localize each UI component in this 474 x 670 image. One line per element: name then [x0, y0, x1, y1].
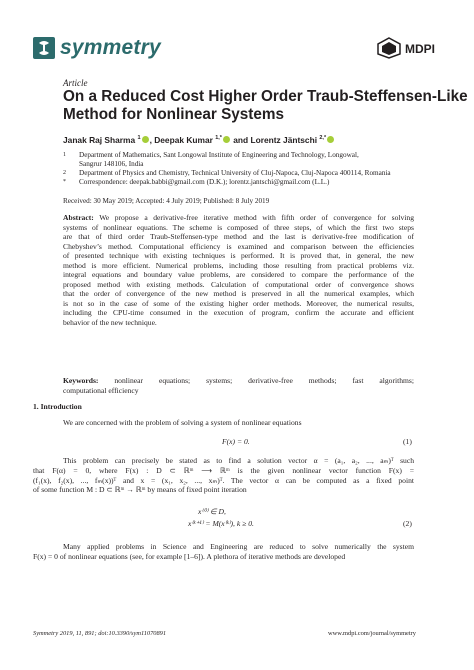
journal-name: symmetry [60, 36, 161, 59]
orcid-icon[interactable] [142, 136, 149, 143]
orcid-icon[interactable] [223, 136, 230, 143]
author-affiliation-mark: 2,* [319, 135, 327, 141]
body-line[interactable]: F(x) = 0 of nonlinear equations (see, for example [1–6]). A plethora of iterative methods are developed [33, 552, 346, 561]
abstract-line [63, 213, 414, 223]
abstract-text: We propose a derivative-free iterative method with fifth order of convergence for solving [93, 213, 414, 222]
title-line: Method for Nonlinear Systems [63, 106, 284, 123]
affiliation [63, 169, 423, 178]
abstract-line: systems of nonlinear equations. The scheme is composed of three steps, of which the first two steps [63, 222, 414, 232]
abstract-line: are that of third order Traub-Steffensen-type method and the last is derivative-free modification of [63, 232, 414, 242]
body-paragraph: We are concerned with the problem of solving a system of nonlinear equations [63, 418, 302, 427]
body-line: Many applied problems in Science and Engineering are reduced to solve numerically the system [63, 542, 414, 551]
equation-number: (1) [403, 437, 412, 446]
keywords-label: Keywords: [63, 376, 99, 385]
author-affiliation-mark: 1 [137, 135, 141, 141]
equation: x⁽⁰⁾ ∈ D, [198, 507, 226, 516]
equation: F(x) = 0. [222, 437, 250, 446]
equation: x⁽ᵏ⁺¹⁾ = M(x⁽ᵏ⁾), k ≥ 0. [188, 519, 254, 528]
abstract-line: Chebyshev’s method. Computational efficiency is examined and comparison between the efficiencies [63, 241, 414, 251]
affiliation-mark: 1 [63, 152, 66, 158]
footer-citation: Symmetry 2019, 11, 891; doi:10.3390/sym11070891 [33, 630, 167, 637]
author-name[interactable]: , Deepak Kumar [149, 134, 213, 145]
abstract-line: is not so in the case of some of the existing higher order methods. Moreover, the numerical results, [63, 298, 414, 308]
orcid-icon[interactable] [327, 136, 334, 143]
publisher-name: MDPI [405, 42, 435, 56]
affiliation-mark: * [63, 179, 66, 185]
article-title [63, 88, 468, 124]
body-line: (f₁(x), f₂(x), ..., fₘ(x))ᵀ and x = (x₁, x₂, ..., xₘ)ᵀ. The vector α can be computed as a fixed point [33, 475, 414, 485]
body-paragraph [33, 466, 414, 495]
body-paragraph [33, 552, 414, 562]
symmetry-logo-icon [33, 37, 55, 59]
keywords-text: nonlinear equations; systems; derivative-free methods; fast algorithms; [98, 376, 414, 385]
affiliation-mark: 2 [63, 170, 66, 176]
keywords [63, 376, 414, 395]
abstract-label: Abstract: [63, 213, 94, 222]
body-line: that F(α) = 0, where F(x) : D ⊂ ℝᵐ ⟶ ℝᵐ is the given nonlinear vector function F(x) = [33, 466, 414, 475]
body-paragraph [63, 542, 414, 552]
abstract-line: integral equations and boundary value problems, are considered to compare the performance of the [63, 270, 414, 280]
body-paragraph [63, 456, 414, 466]
affiliation [63, 151, 423, 169]
body-line: This problem can precisely be stated as to find a solution vector α = (a₁, a₂, ..., aₘ)ᵀ such [63, 456, 414, 465]
abstract-line: method is more efficient. Numerical problems, including those resulting from practical problems viz. [63, 260, 414, 270]
author-name[interactable]: and Lorentz Jäntschi [233, 134, 318, 145]
abstract [63, 213, 414, 328]
keywords-line [63, 376, 414, 386]
mdpi-logo-icon [376, 37, 402, 59]
author-affiliation-mark: 1,* [215, 135, 222, 141]
equation-number: (2) [403, 519, 412, 528]
affiliation-text: Department of Mathematics, Sant Longowal Institute of Engineering and Technology, Longowal, [79, 151, 359, 159]
affiliation-text: Department of Physics and Chemistry, Technical University of Cluj-Napoca, Cluj-Napoca 400114, Romania [79, 169, 391, 177]
author-name[interactable]: Janak Raj Sharma [63, 134, 136, 145]
abstract-line: including the CPU-time consumed in the execution of program, confirm the accurate and efficient [63, 308, 414, 318]
affiliation-text: Sangrur 148106, India [79, 159, 144, 168]
keywords-line: computational efficiency [63, 385, 139, 395]
title-line: On a Reduced Cost Higher Order Traub-Steffensen-Like [63, 88, 468, 105]
abstract-line: behavior of the new technique. [63, 318, 157, 328]
publication-dates: Received: 30 May 2019; Accepted: 4 July 2019; Published: 8 July 2019 [63, 197, 270, 205]
abstract-line: proposed method with existing methods. Calculation of computational order of convergence shows [63, 279, 414, 289]
correspondence [63, 178, 423, 187]
body-line: of some function M : D ⊂ ℝᵐ → ℝᵐ by means of fixed point iteration [33, 485, 247, 495]
abstract-line: of presented technique with existing techniques is performed. It is proved that, in general, the new [63, 251, 414, 261]
author-list [63, 133, 335, 145]
abstract-line: that the order of convergence of the new method is preserved in all the numerical examples, which [63, 289, 414, 299]
section-heading: 1. Introduction [33, 402, 82, 411]
correspondence-text[interactable]: Correspondence: deepak.babbi@gmail.com (D.K.); lorentz.jantschi@gmail.com (L.L.) [79, 178, 330, 186]
article-type: Article [63, 78, 88, 88]
footer-url[interactable]: www.mdpi.com/journal/symmetry [328, 630, 416, 637]
